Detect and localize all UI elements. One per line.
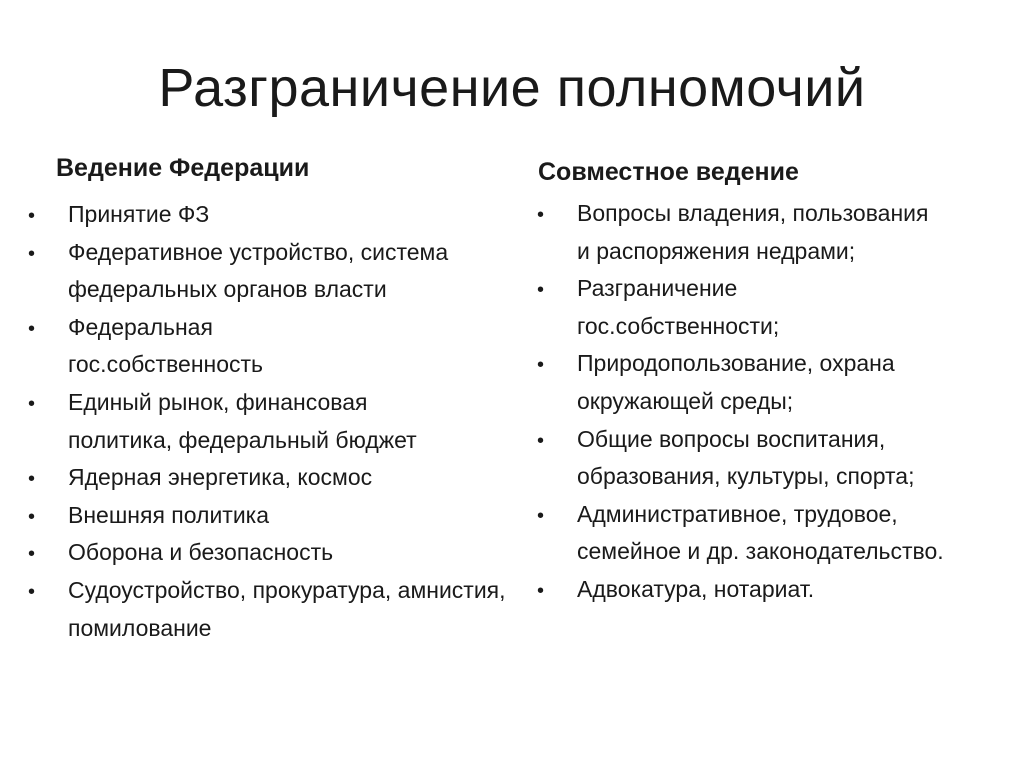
- bullet-icon: [537, 270, 551, 310]
- list-item-text: Судоустройство, прокуратура, амнистия, помилование: [68, 576, 506, 641]
- bullet-icon: [28, 534, 42, 574]
- bullet-icon: [28, 384, 42, 424]
- list-item: [537, 270, 877, 345]
- list-item: [28, 309, 358, 384]
- bullet-icon: [28, 196, 42, 236]
- bullet-icon: [537, 345, 551, 385]
- list-item-text: Природопользование, охрана окружающей среды;: [577, 350, 895, 414]
- left-column-list: [28, 196, 506, 647]
- list-item: [28, 196, 498, 234]
- bullet-icon: [537, 496, 551, 536]
- right-column-heading: Совместное ведение: [538, 158, 799, 186]
- list-item: [537, 571, 987, 609]
- bullet-icon: [537, 421, 551, 461]
- list-item-text: Ядерная энергетика, космос: [68, 464, 373, 491]
- left-column-heading: Ведение Федерации: [56, 154, 310, 182]
- list-item: [28, 497, 498, 535]
- list-item-text: Вопросы владения, пользования и распоряжения недрами;: [577, 200, 929, 264]
- bullet-icon: [28, 309, 42, 349]
- list-item-text: Принятие ФЗ: [68, 201, 210, 227]
- list-item: [28, 459, 498, 497]
- bullet-icon: [28, 572, 42, 612]
- list-item-text: Оборона и безопасность: [68, 539, 334, 566]
- bullet-icon: [537, 195, 551, 235]
- list-item-text: Единый рынок, финансовая политика, федеральный бюджет: [68, 388, 417, 453]
- list-item-text: Внешняя политика: [68, 501, 270, 528]
- bullet-icon: [28, 234, 42, 274]
- list-item-text: Федеральная гос.собственность: [68, 313, 264, 378]
- list-item: [28, 384, 468, 459]
- list-item-text: Федеративное устройство, система федеральных органов власти: [68, 238, 449, 303]
- list-item-text: Общие вопросы воспитания, образования, культуры, спорта;: [577, 425, 915, 490]
- list-item: [537, 345, 987, 420]
- list-item: [537, 421, 997, 496]
- list-item-text: Разграничение гос.собственности;: [577, 275, 780, 339]
- list-item: [28, 534, 498, 572]
- slide-title: Разграничение полномочий: [158, 58, 866, 118]
- list-item: [537, 195, 937, 270]
- list-item: [28, 234, 478, 309]
- list-item: [28, 572, 508, 647]
- list-item: [537, 496, 957, 571]
- list-item-text: Административное, трудовое, семейное и др. законодательство.: [577, 500, 944, 565]
- bullet-icon: [28, 497, 42, 537]
- bullet-icon: [537, 571, 551, 611]
- right-column-list: [537, 195, 987, 609]
- bullet-icon: [28, 459, 42, 499]
- list-item-text: Адвокатура, нотариат.: [577, 575, 815, 602]
